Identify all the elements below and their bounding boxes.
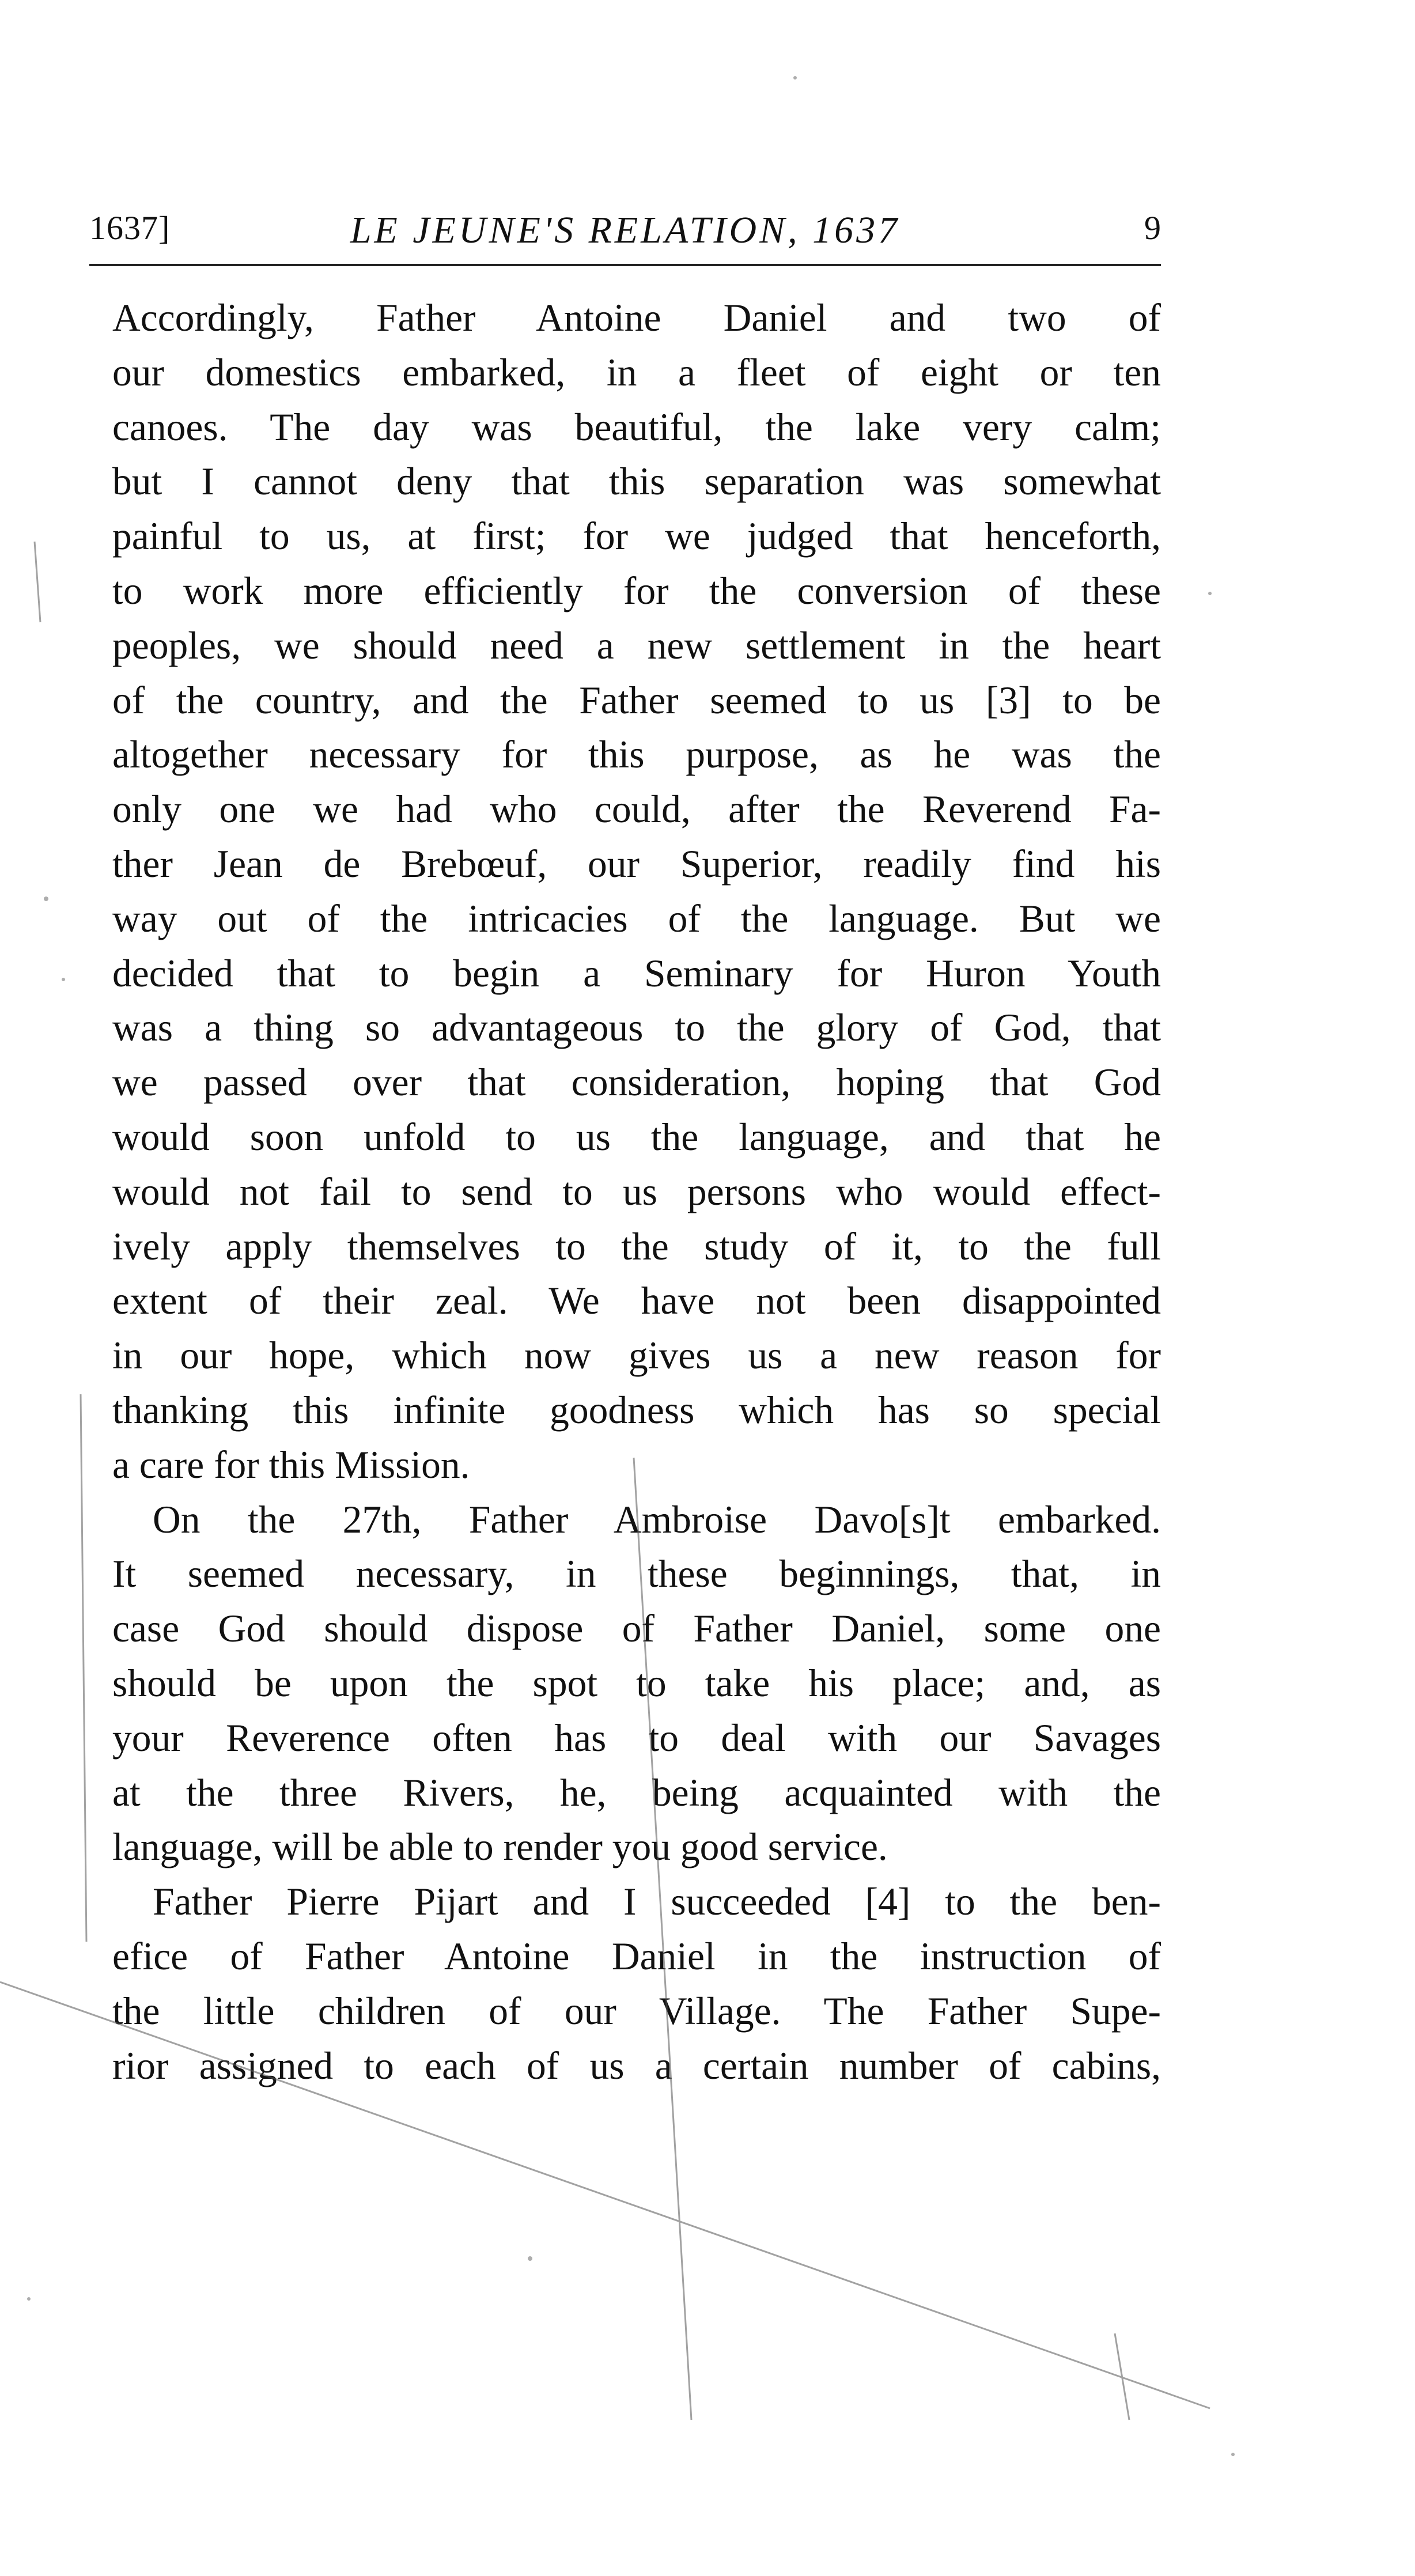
header-year: 1637] <box>89 209 171 247</box>
text-line: would not fail to send to us persons who would effect- <box>112 1170 1161 1213</box>
text-line: of the country, and the Father seemed to us [3] to be <box>112 678 1161 722</box>
text-line: we passed over that consideration, hoping that God <box>112 1061 1161 1104</box>
text-line: efice of Father Antoine Daniel in the instruction of <box>112 1934 1161 1978</box>
text-line: way out of the intricacies of the language. But we <box>112 897 1161 940</box>
text-line: the little children of our Village. The Father Supe- <box>112 1989 1161 2033</box>
header-rule <box>89 264 1161 266</box>
text-line: ively apply themselves to the study of it, to the full <box>112 1224 1161 1268</box>
text-line: Father Pierre Pijart and I succeeded [4] to the ben- <box>153 1880 1161 1924</box>
text-line: in our hope, which now gives us a new reason for <box>112 1334 1161 1378</box>
text-line: to work more efficiently for the conversion of these <box>112 569 1161 612</box>
header-title: LE JEUNE'S RELATION, 1637 <box>350 209 901 251</box>
text-line: only one we had who could, after the Reverend Fa- <box>112 788 1161 831</box>
text-line: decided that to begin a Seminary for Huron Youth <box>112 951 1161 995</box>
text-line: at the three Rivers, he, being acquainted with the <box>112 1771 1161 1814</box>
text-line: your Reverence often has to deal with our Savages <box>112 1716 1161 1760</box>
text-line: our domestics embarked, in a fleet of eight or ten <box>112 350 1161 394</box>
text-line: ther Jean de Brebœuf, our Superior, readily find his <box>112 842 1161 886</box>
text-line: case God should dispose of Father Daniel, some one <box>112 1607 1161 1651</box>
text-line: language, will be able to render you good service. <box>112 1825 888 1869</box>
body-text <box>112 291 1161 2093</box>
text-line: canoes. The day was beautiful, the lake very calm; <box>112 405 1161 449</box>
text-line: should be upon the spot to take his place; and, as <box>112 1661 1161 1705</box>
text-line: rior assigned to each of us a certain number of cabins, <box>112 2044 1161 2087</box>
page-number: 9 <box>1144 209 1161 247</box>
running-header <box>89 209 1161 260</box>
text-line: thanking this infinite goodness which has so special <box>112 1388 1161 1432</box>
text-line: was a thing so advantageous to the glory of God, that <box>112 1006 1161 1050</box>
text-line: a care for this Mission. <box>112 1443 470 1486</box>
text-line: On the 27th, Father Ambroise Davo[s]t embarked. <box>153 1497 1161 1541</box>
text-line: but I cannot deny that this separation was somewhat <box>112 460 1161 504</box>
text-line: would soon unfold to us the language, and that he <box>112 1115 1161 1159</box>
text-line: It seemed necessary, in these beginnings, that, in <box>112 1552 1161 1596</box>
text-line: extent of their zeal. We have not been disappointed <box>112 1279 1161 1323</box>
text-line: Accordingly, Father Antoine Daniel and two of <box>112 296 1161 339</box>
text-line: peoples, we should need a new settlement in the heart <box>112 623 1161 667</box>
text-line: painful to us, at first; for we judged that henceforth, <box>112 515 1161 558</box>
text-line: altogether necessary for this purpose, as he was the <box>112 733 1161 777</box>
